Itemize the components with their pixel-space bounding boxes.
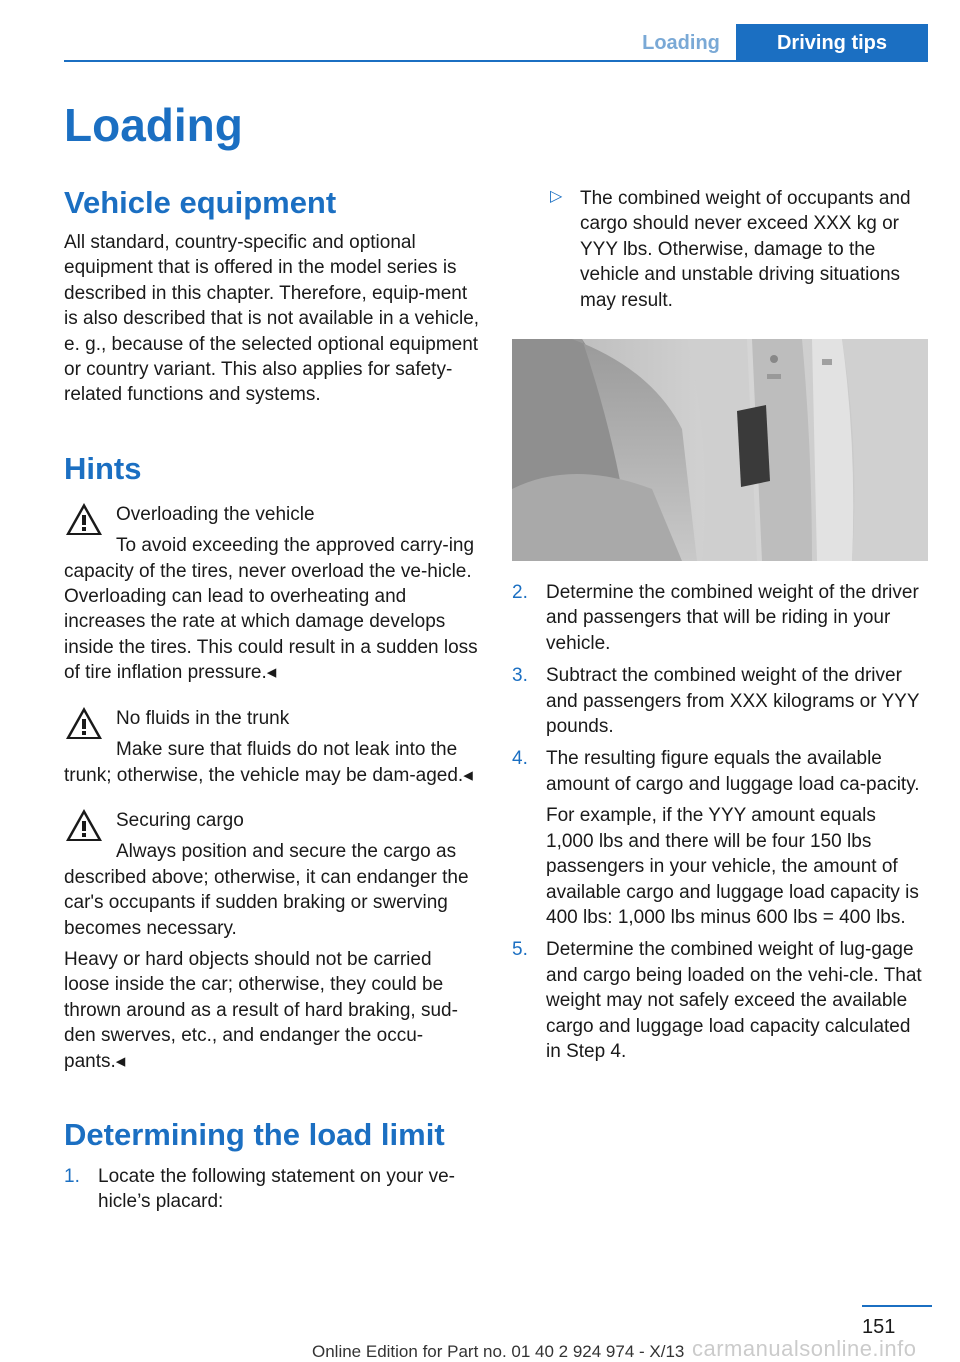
footer-edition: Online Edition for Part no. 01 40 2 924 974 - X/13: [312, 1342, 685, 1361]
list-item: [512, 937, 928, 1064]
warning-no-fluids: [64, 706, 480, 788]
warning-title: No fluids in the trunk: [116, 707, 290, 729]
step-example-text: For example, if the YYY amount equals 1,000 lbs and there will be four 150 lbs passengers in your vehicle, the amount of available cargo and luggage load capacity is 400 lbs: 1,000 lbs minus 600 lbs = 400 lbs.: [546, 805, 919, 928]
warning-text-content: Always position and secure the cargo as described above; otherwise, it can endanger the car's occupants if sudden braking or swerving becomes necessary.: [64, 841, 469, 939]
section-heading-hints: Hints: [64, 450, 142, 486]
step-text: Determine the combined weight of lug-gage and cargo being loaded on the vehi-cle. That weight may not safely exceed the available cargo and luggage load capacity calculated in Step 4.: [546, 939, 922, 1062]
right-column: [512, 186, 928, 1064]
step-text: Determine the combined weight of the driver and passengers that will be riding in your vehicle.: [546, 582, 919, 654]
left-column: [64, 184, 480, 1215]
footer-divider: [862, 1305, 932, 1307]
warning-text: [64, 737, 480, 788]
vehicle-equipment-body: All standard, country-specific and optional equipment that is offered in the model series is described in this chapter. Therefore, equip-ment is also described that is not available in a vehicle, e. g., because of the selected optional equipment or country variant. This also applies for safety-related functions and systems.: [64, 232, 480, 406]
page-header: [0, 0, 960, 62]
step-text: Locate the following statement on your ve-hicle’s placard:: [98, 1165, 455, 1213]
section-heading-load-limit: Determining the load limit: [64, 1116, 445, 1152]
header-tab-driving-tips[interactable]: Driving tips: [736, 24, 928, 62]
triangle-bullet-icon: ▷: [550, 188, 563, 205]
placard-statement-text: The combined weight of occupants and cargo should never exceed XXX kg or YYY lbs. Otherwise, damage to the vehicle and unstable driving situations may result.: [580, 188, 911, 311]
chapter-title: Loading: [64, 99, 243, 151]
warning-extra-text: Heavy or hard objects should not be carried loose inside the car; otherwise, they could be thrown around as a result of hard braking, sud-den swerves, etc., and endanger the occu-pants.◂: [64, 948, 458, 1072]
warning-securing-cargo: [64, 808, 480, 1074]
warning-title: Securing cargo: [116, 809, 244, 831]
vehicle-placard-photo: [512, 339, 928, 561]
warning-triangle-icon: [64, 704, 104, 742]
header-divider: [64, 60, 928, 62]
warning-triangle-icon: [64, 806, 104, 844]
step-number: 4.: [512, 748, 528, 770]
page-number: 151: [862, 1316, 896, 1338]
placard-statement: [512, 186, 928, 313]
warning-overloading: [64, 502, 480, 686]
warning-text-content: Make sure that fluids do not leak into the trunk; otherwise, the vehicle may be dam-aged.◂: [64, 739, 473, 786]
header-tab-loading[interactable]: Loading: [642, 32, 720, 54]
load-limit-steps-right: [512, 580, 928, 1064]
step-text: The resulting figure equals the available amount of cargo and luggage load ca-pacity.: [546, 748, 920, 795]
warning-text-content: To avoid exceeding the approved carry-ing capacity of the tires, never overload the ve-hicle. Overloading can lead to overheating and increases the rate at which damage develops inside the tires. This could result in a sudden loss of tire inflation pressure.◂: [64, 535, 478, 684]
warning-text: [64, 839, 480, 941]
step-number: 5.: [512, 939, 528, 961]
watermark: carmanualsonline.info: [692, 1336, 917, 1361]
step-text: Subtract the combined weight of the driver and passengers from XXX kilograms or YYY pounds.: [546, 665, 920, 738]
list-item: [512, 663, 928, 739]
list-item: [512, 746, 928, 930]
step-number: 3.: [512, 665, 528, 687]
list-item: [64, 1164, 480, 1215]
list-item: [512, 580, 928, 656]
warning-triangle-icon: [64, 500, 104, 538]
warning-text: [64, 533, 480, 685]
load-limit-steps-left: [64, 1164, 480, 1215]
warning-title: Overloading the vehicle: [116, 503, 315, 525]
section-heading-vehicle-equipment: Vehicle equipment: [64, 185, 337, 220]
step-number: 2.: [512, 582, 528, 604]
step-number: 1.: [64, 1165, 80, 1187]
